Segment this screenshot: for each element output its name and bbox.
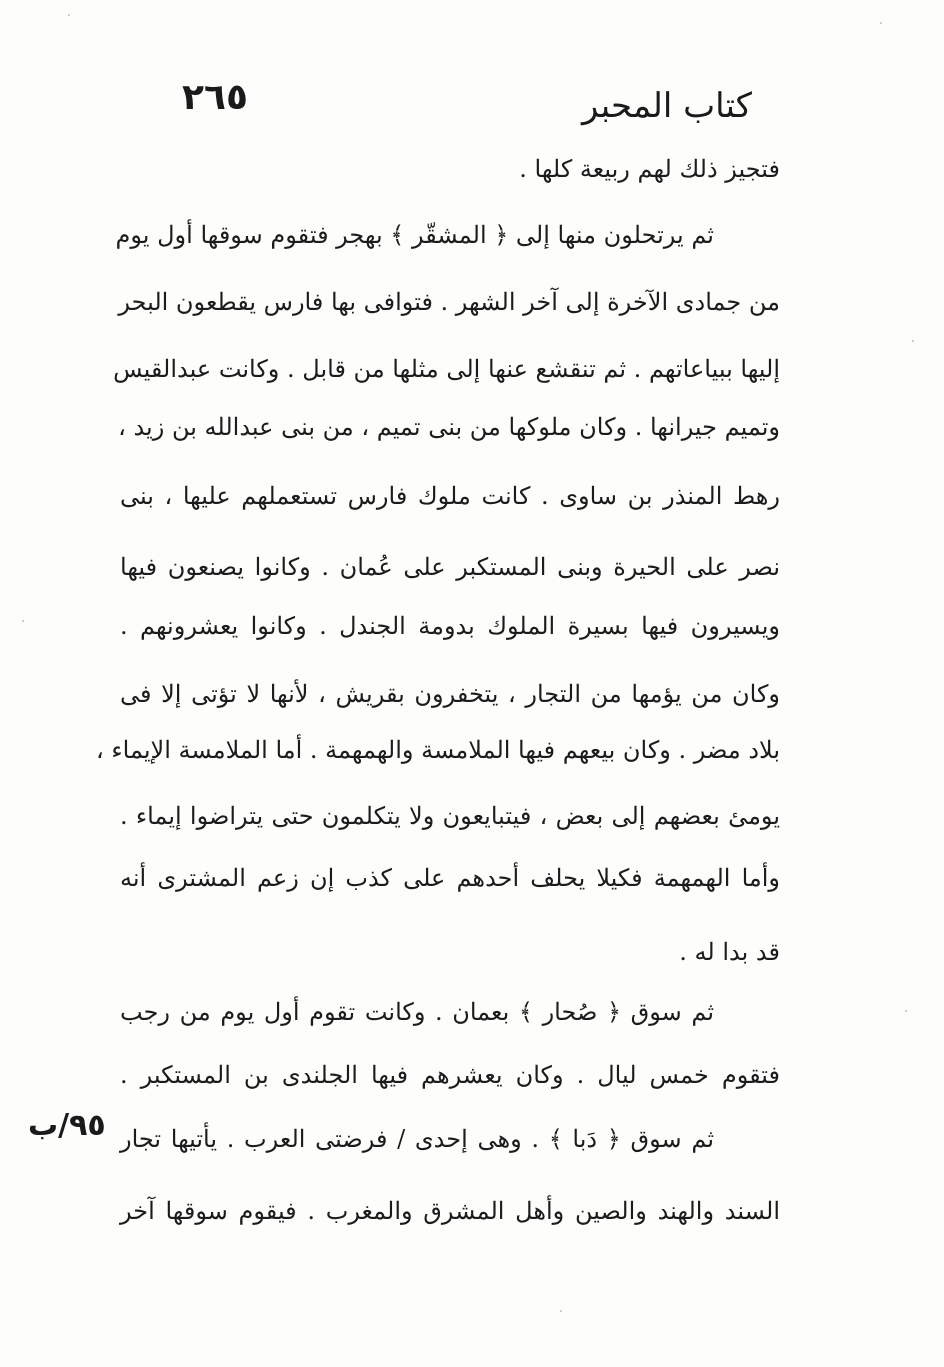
text-line: نصر على الحيرة وبنى المستكبر على عُمان . وكانوا يصنعون فيها (120, 553, 780, 581)
scan-speck (68, 14, 70, 16)
text-line: السند والهند والصين وأهل المشرق والمغرب . فيقوم سوقها آخر (120, 1197, 780, 1225)
text-line: يومئ بعضهم إلى بعض ، فيتبايعون ولا يتكلمون حتى يتراضوا إيماء . (120, 802, 781, 830)
text-line: وكان من يؤمها من التجار ، يتخفرون بقريش ، لأنها لا تؤتى إلا فى (120, 680, 780, 708)
text-line: بلاد مضر . وكان بيعهم فيها الملامسة والهمهمة . أما الملامسة الإيماء ، (96, 736, 780, 764)
text-line: إليها ببياعاتهم . ثم تنقشع عنها إلى مثلها من قابل . وكانت عبدالقيس (113, 355, 780, 383)
scan-speck (912, 340, 914, 342)
text-line: ثم يرتحلون منها إلى ﴿ المشقّر ﴾ بهجر فتقوم سوقها أول يوم (115, 221, 714, 249)
text-line: ثم سوق ﴿ دَبا ﴾ . وهى إحدى / فرضتى العرب . يأتيها تجار (120, 1125, 714, 1153)
scan-speck (560, 1310, 562, 1312)
text-line: فتقوم خمس ليال . وكان يعشرهم فيها الجلندى بن المستكبر . (120, 1061, 780, 1089)
scan-speck (880, 22, 882, 24)
text-line: ويسيرون فيها بسيرة الملوك بدومة الجندل . وكانوا يعشرونهم . (120, 612, 780, 640)
body-text (96, 0, 781, 1367)
text-line: وتميم جيرانها . وكان ملوكها من بنى تميم ، من بنى عبدالله بن زيد ، (118, 413, 780, 441)
scan-speck (22, 620, 24, 622)
text-line: وأما الهمهمة فكيلا يحلف أحدهم على كذب إن زعم المشترى أنه (120, 864, 780, 892)
text-line: ثم سوق ﴿ صُحار ﴾ بعمان . وكانت تقوم أول يوم من رجب (120, 998, 714, 1026)
text-line: قد بدا له . (679, 938, 780, 966)
text-line: رهط المنذر بن ساوى . كانت ملوك فارس تستعملهم عليها ، بنى (120, 482, 780, 510)
page-number: ٢٦٥ (182, 77, 248, 118)
running-title: كتاب المحبر (581, 86, 752, 126)
text-line: من جمادى الآخرة إلى آخر الشهر . فتوافى بها فارس يقطعون البحر (118, 288, 780, 316)
margin-folio-note: ٩٥/ب (28, 1108, 106, 1143)
scan-speck (905, 1010, 907, 1012)
text-line: فتجيز ذلك لهم ربيعة كلها . (519, 155, 780, 183)
